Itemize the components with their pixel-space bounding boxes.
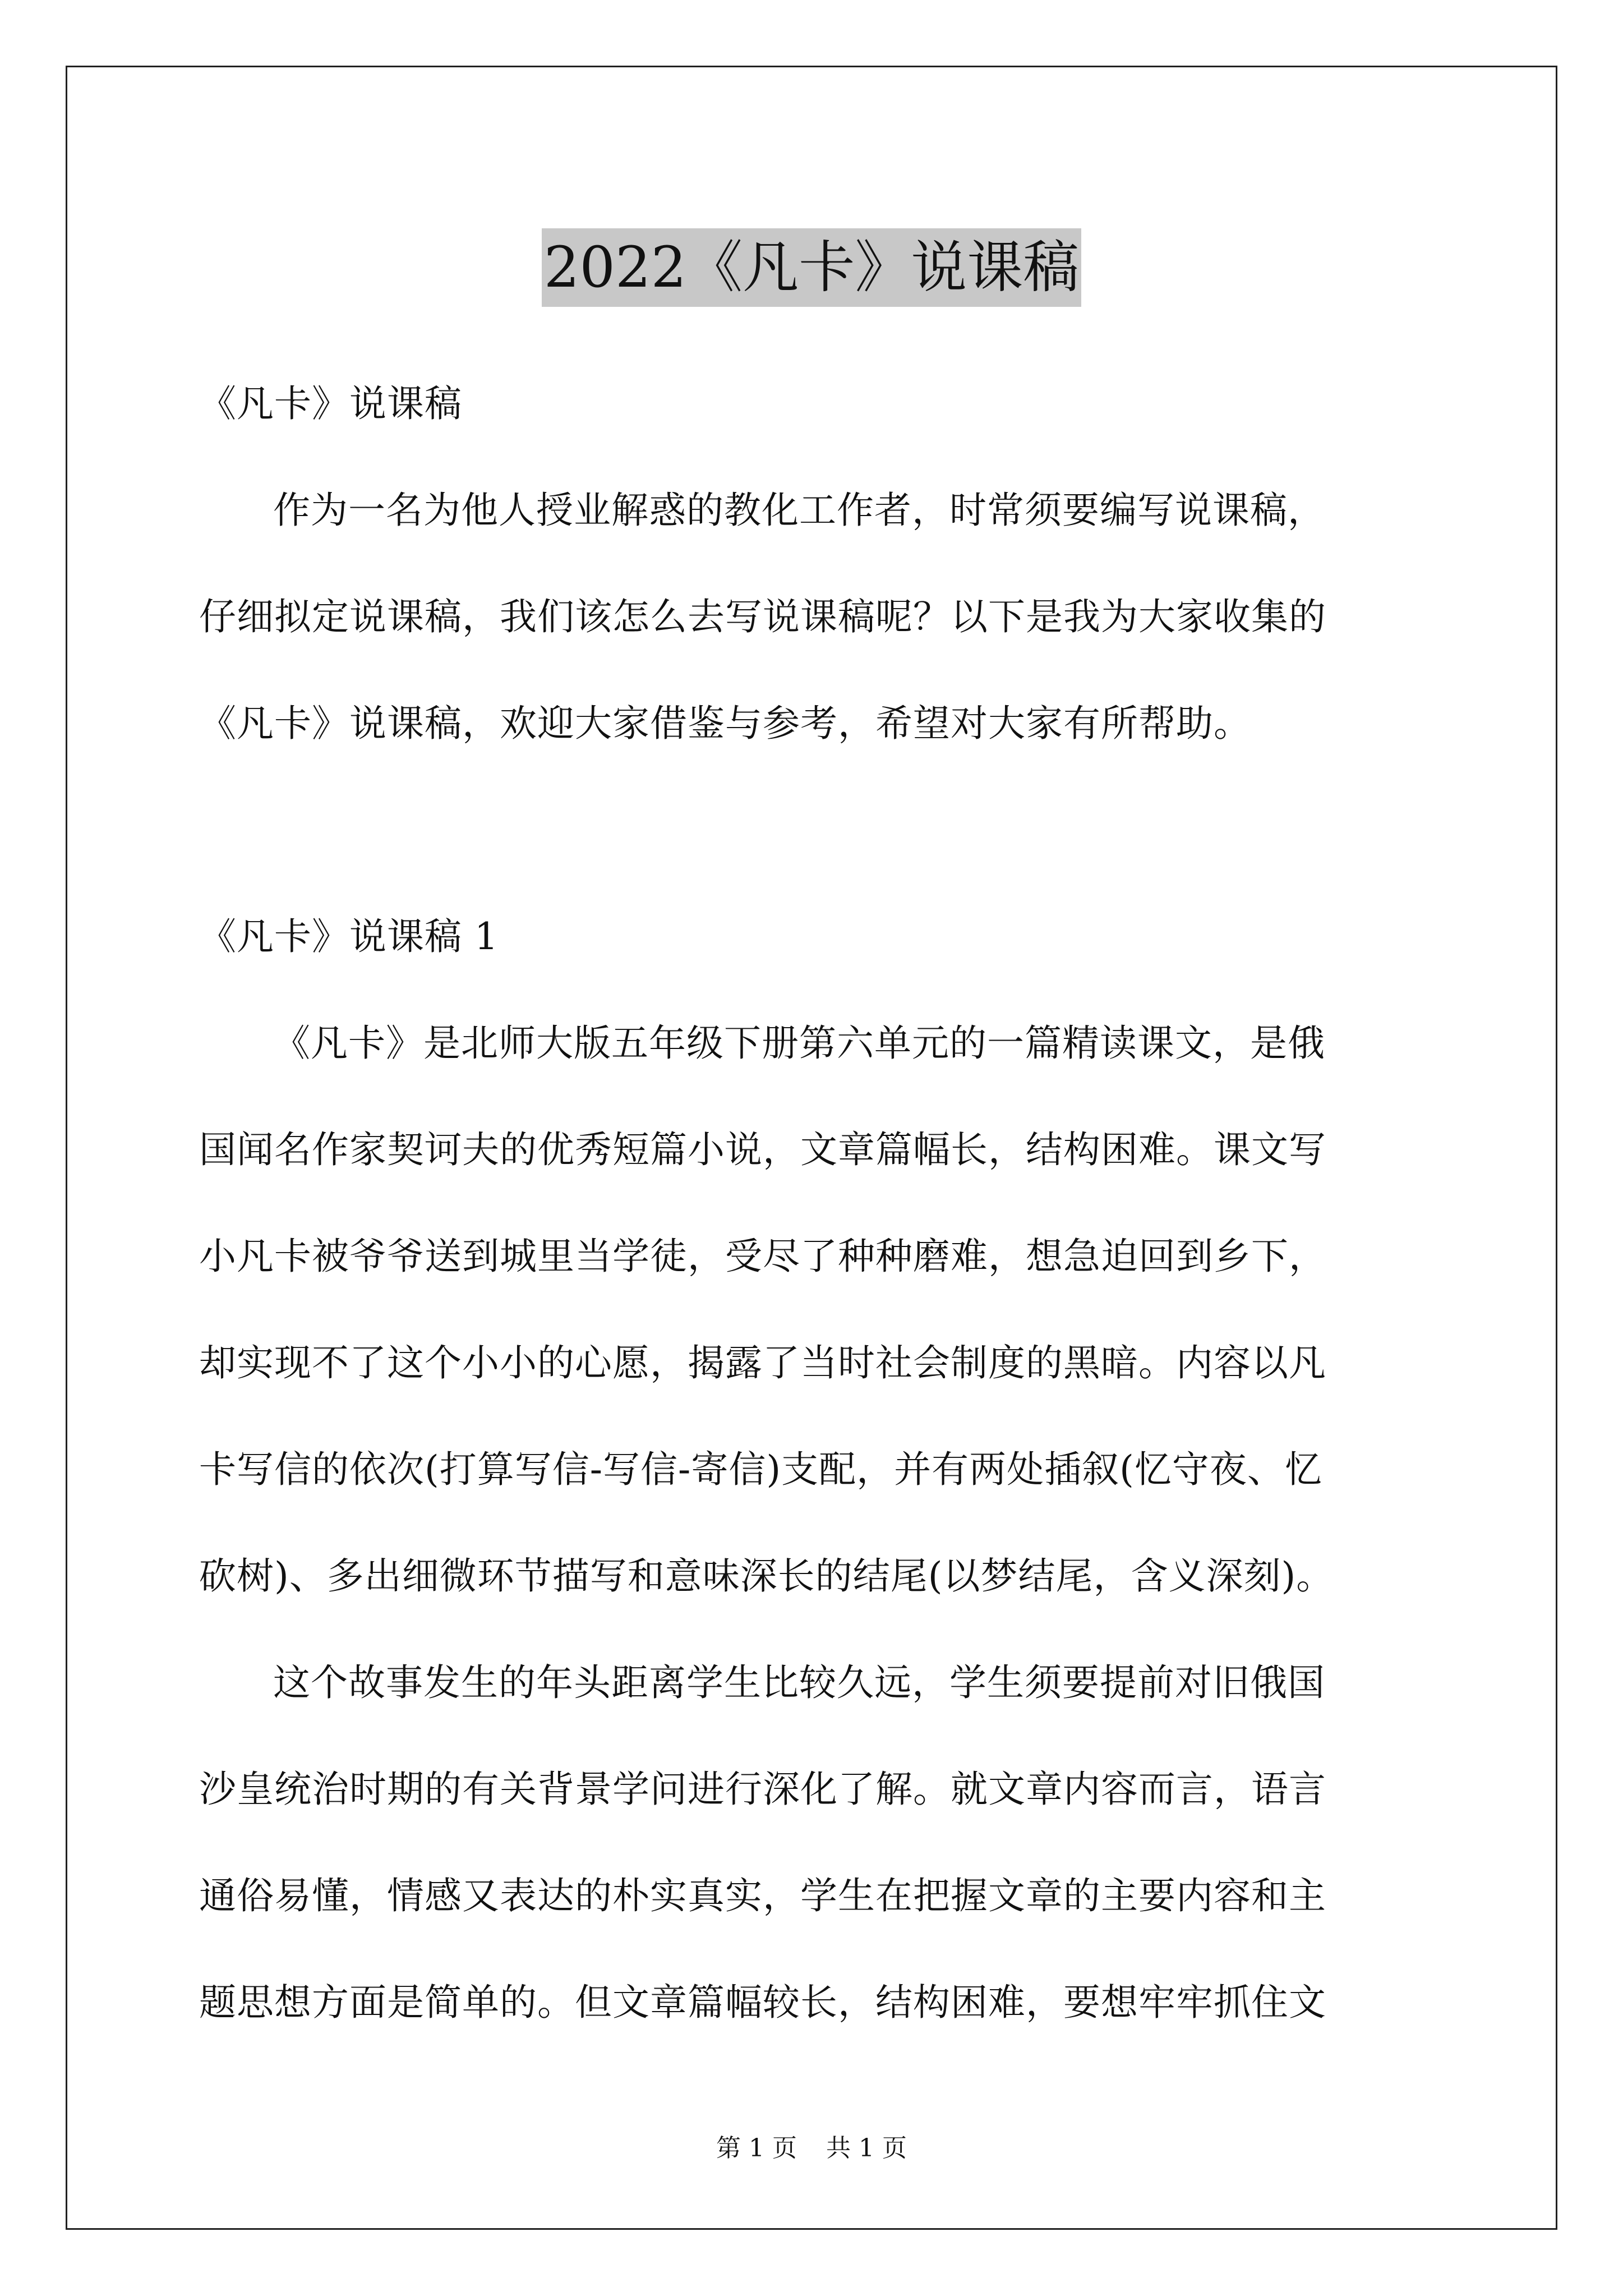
body-line: 国闻名作家契诃夫的优秀短篇小说，文章篇幅长，结构困难。课文写: [199, 1128, 1326, 1171]
body-line: 题思想方面是简单的。但文章篇幅较长，结构困难，要想牢牢抓住文: [199, 1981, 1326, 2024]
body-line: 通俗易懂，情感又表达的朴实真实，学生在把握文章的主要内容和主: [199, 1874, 1326, 1917]
title-container: [0, 191, 1623, 344]
body-line: 砍树)、多出细微环节描写和意味深长的结尾(以梦结尾，含义深刻)。: [199, 1554, 1334, 1598]
page-total: 共 1 页: [826, 2134, 907, 2162]
body-line: 沙皇统治时期的有关背景学问进行深化了解。就文章内容而言，语言: [199, 1768, 1326, 1811]
body-line: 却实现不了这个小小的心愿，揭露了当时社会制度的黑暗。内容以凡: [199, 1341, 1326, 1384]
section-heading: 《凡卡》说课稿: [199, 382, 462, 425]
body-line: 《凡卡》是北师大版五年级下册第六单元的一篇精读课文，是俄: [273, 1022, 1325, 1065]
body-line: 《凡卡》说课稿，欢迎大家借鉴与参考，希望对大家有所帮助。: [199, 702, 1251, 745]
body-line: 这个故事发生的年头距离学生比较久远，学生须要提前对旧俄国: [273, 1661, 1325, 1704]
section-heading: 《凡卡》说课稿 1: [199, 915, 499, 958]
body-line: 小凡卡被爷爷送到城里当学徒，受尽了种种磨难，想急迫回到乡下，: [199, 1235, 1326, 1278]
paragraph-spacer: [199, 777, 1455, 884]
body-line: 作为一名为他人授业解惑的教化工作者，时常须要编写说课稿，: [273, 489, 1325, 532]
page-number: 第 1 页: [716, 2134, 797, 2162]
document-body: [199, 351, 1455, 2056]
page-footer: [0, 2132, 1623, 2165]
document-title: 2022《凡卡》说课稿: [542, 228, 1082, 307]
body-line: 卡写信的依次(打算写信-写信-寄信)支配，并有两处插叙(忆守夜、忆: [199, 1448, 1322, 1491]
body-line: 仔细拟定说课稿，我们该怎么去写说课稿呢？以下是我为大家收集的: [199, 595, 1326, 638]
